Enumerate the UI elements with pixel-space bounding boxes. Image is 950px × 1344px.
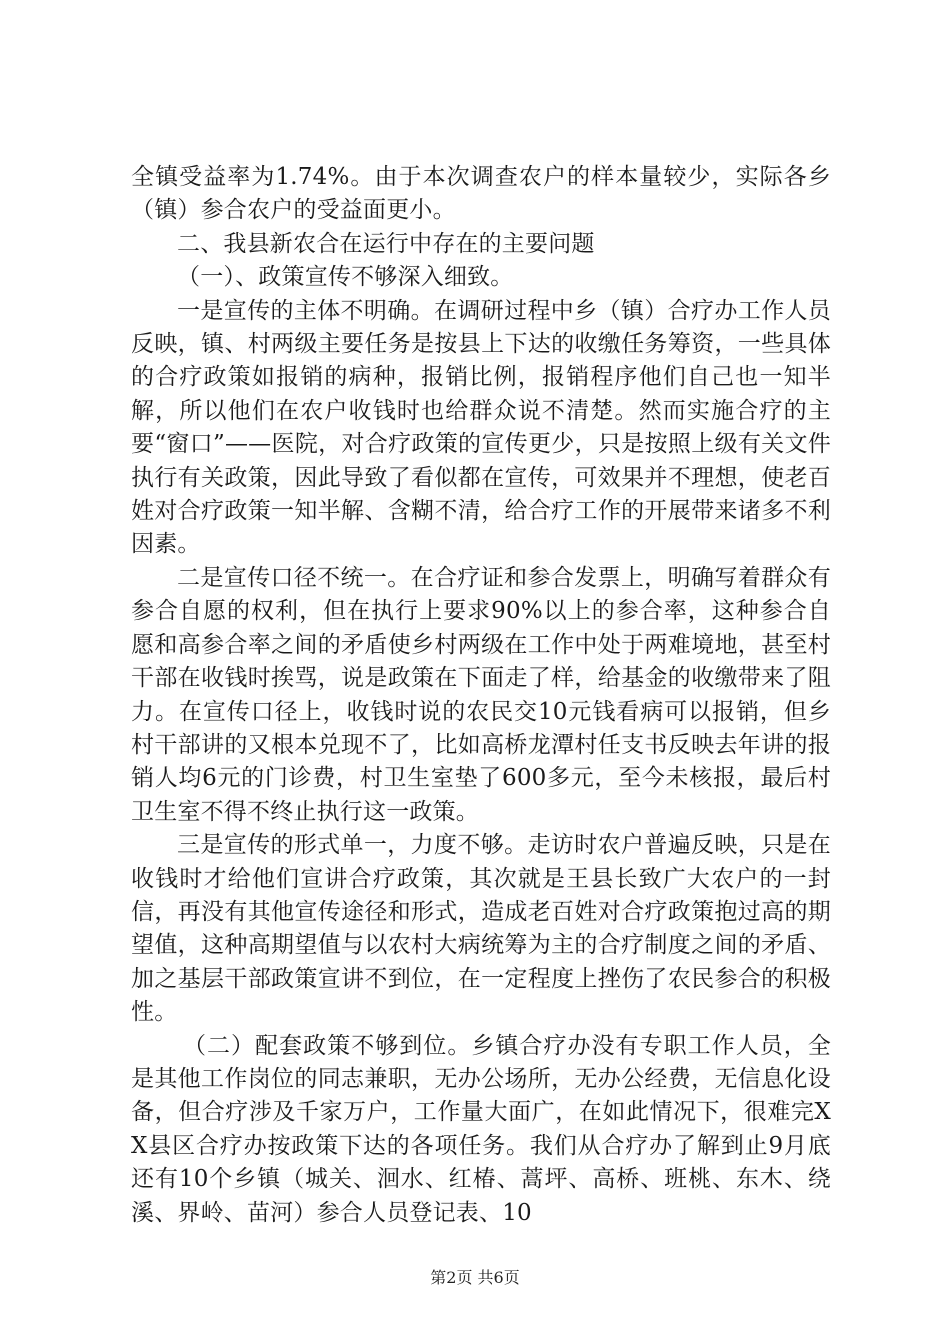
section-heading: 二、我县新农合在运行中存在的主要问题 — [177, 230, 595, 257]
document-body — [131, 161, 831, 1230]
paragraph-continuation: 全镇受益率为1.74%。由于本次调查农户的样本量较少，实际各乡（镇）参合农户的受益面更小。 — [131, 164, 831, 224]
paragraph-point-one: 一是宣传的主体不明确。在调研过程中乡（镇）合疗办工作人员反映，镇、村两级主要任务是按县上下达的收缴任务筹资，一些具体的合疗政策如报销的病种，报销比例，报销程序他们自己也一知半解，所以他们在农户收钱时也给群众说不清楚。然而实施合疗的主要“窗口”——医院，对合疗政策的宣传更少，只是按照上级有关文件执行有关政策，因此导致了看似都在宣传，可效果并不理想，使老百姓对合疗政策一知半解、含糊不清，给合疗工作的开展带来诸多不利因素。 — [131, 297, 831, 558]
subsection-heading: （一）、政策宣传不够深入细致。 — [177, 264, 514, 291]
paragraph-subsection-two: （二）配套政策不够到位。乡镇合疗办没有专职工作人员，全是其他工作岗位的同志兼职，无办公场所，无办公经费，无信息化设备，但合疗涉及千家万户，工作量大面广，在如此情况下，很难完XX县区合疗办按政策下达的各项任务。我们从合疗办了解到止9月底还有10个乡镇（城关、洄水、红椿、蒿坪、高桥、班桃、东木、绕溪、界岭、苗河）参合人员登记表、10 — [131, 1032, 831, 1226]
paragraph-point-two: 二是宣传口径不统一。在合疗证和参合发票上，明确写着群众有参合自愿的权利，但在执行上要求90%以上的参合率，这种参合自愿和高参合率之间的矛盾使乡村两级在工作中处于两难境地，甚至村干部在收钱时挨骂，说是政策在下面走了样，给基金的收缴带来了阻力。在宣传口径上，收钱时说的农民交10元钱看病可以报销，但乡村干部讲的又根本兑现不了，比如高桥龙潭村任支书反映去年讲的报销人均6元的门诊费，村卫生室垫了600多元，至今未核报，最后村卫生室不得不终止执行这一政策。 — [131, 564, 831, 825]
page-number: 第2页 共6页 — [430, 1268, 520, 1287]
paragraph-point-three: 三是宣传的形式单一，力度不够。走访时农户普遍反映，只是在收钱时才给他们宣讲合疗政策，其次就是王县长致广大农户的一封信，再没有其他宣传途径和形式，造成老百姓对合疗政策抱过高的期望值，这种高期望值与以农村大病统筹为主的合疗制度之间的矛盾、加之基层干部政策宣讲不到位，在一定程度上挫伤了农民参合的积极性。 — [131, 832, 831, 1026]
